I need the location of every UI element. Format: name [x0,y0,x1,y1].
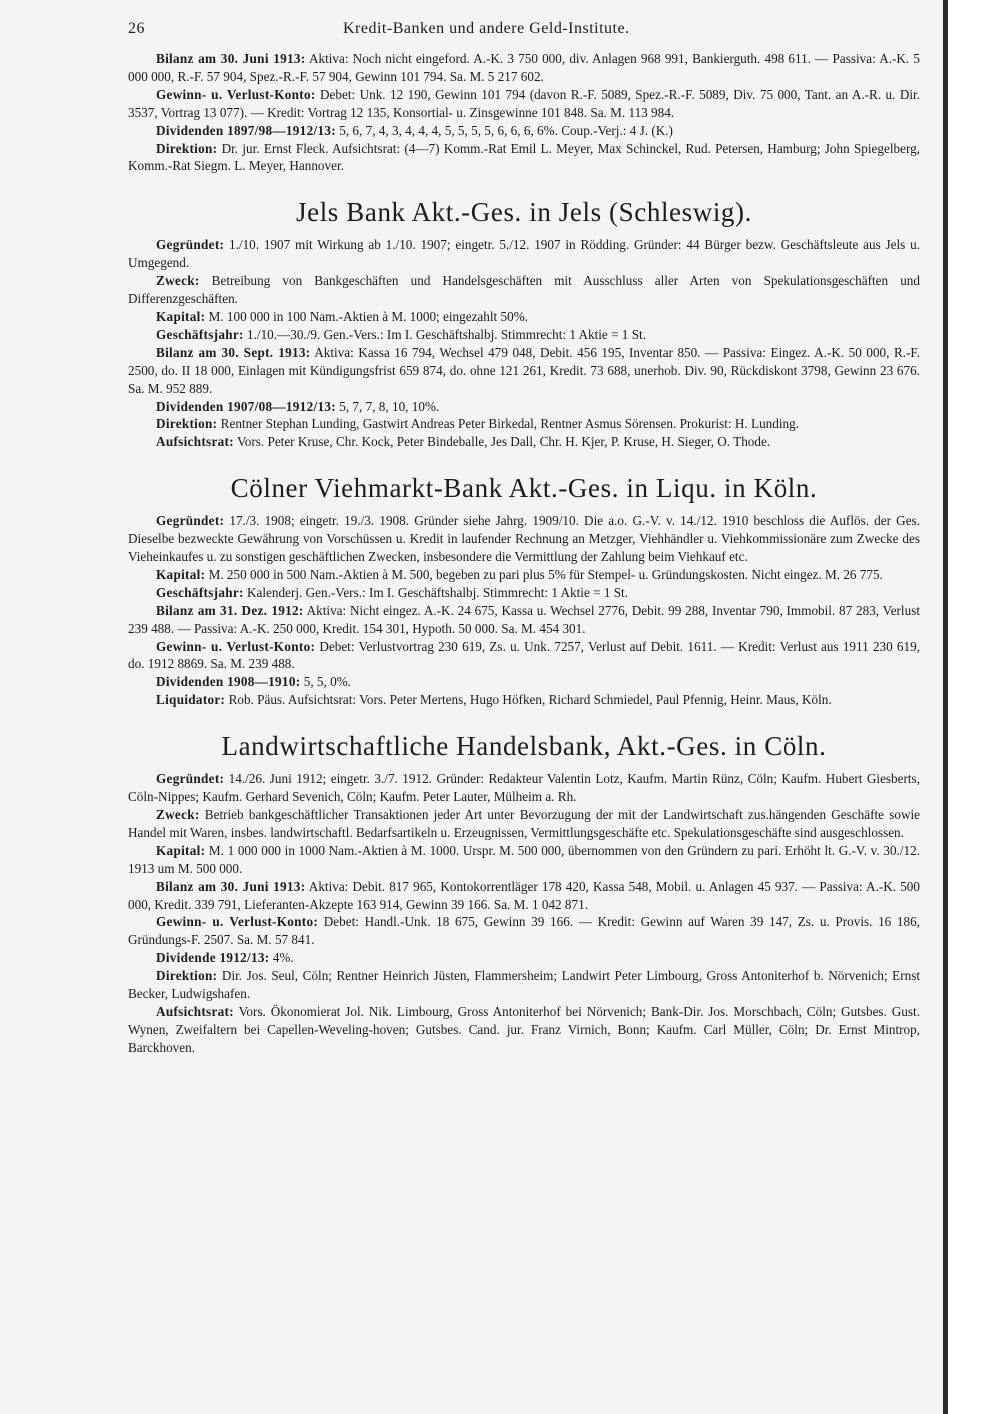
entry-text: Kalenderj. Gen.-Vers.: Im I. Geschäftshalbj. Stimmrecht: 1 Aktie = 1 St. [243,584,629,600]
entry-paragraph [128,326,920,344]
page-edge-shadow [943,0,1000,1414]
entry-paragraph [128,878,920,914]
entry-label: Kapital: [156,566,206,582]
entry-text: Vors. Peter Kruse, Chr. Kock, Peter Bindeballe, Jes Dall, Chr. H. Kjer, P. Kruse, H. Sieger, O. Thode. [233,434,771,450]
section-title: Jels Bank Akt.-Ges. in Jels (Schleswig). [296,197,752,228]
entry-label: Gegründet: [156,513,225,529]
entry-label: Aufsichtsrat: [156,1003,234,1019]
entry-paragraph [128,638,920,674]
entry-text: Aktiva: Kassa 16 794, Wechsel 479 048, Debit. 456 195, Inventar 850. — Passiva: Eingez. A.-K. 50 000, R.-F. 2500, do. II 18 000, Einlagen mit Kündigungsfrist 659 874, do. ohne 121 261, Kredit. 73 688, unerhob. Div. 90, Rückdiskont 3798, Gewinn 23 676. Sa. M. 952 889. [128,344,921,396]
entry-paragraph [128,415,920,433]
section-title: Landwirtschaftliche Handelsbank, Akt.-Ges. in Cöln. [221,731,827,762]
entry-text: Aktiva: Noch nicht eingeford. A.-K. 3 750 000, div. Anlagen 968 991, Bankierguth. 498 611. — Passiva: A.-K. 5 000 000, R.-F. 57 904, Spez.-R.-F. 57 904, Gewinn 101 794. Sa. M. 5 217 602. [128,51,920,84]
entry-label: Bilanz am 30. Juni 1913: [156,51,306,66]
page-number: 26 [128,20,145,37]
section-title: Cölner Viehmarkt-Bank Akt.-Ges. in Liqu. in Köln. [230,473,818,504]
entry-text: 5, 7, 7, 8, 10, 10%. [335,398,440,414]
entry-text: Dr. jur. Ernst Fleck. Aufsichtsrat: (4—7) Komm.-Rat Emil L. Meyer, Max Schinckel, Rud. Petersen, Hamburg; John Spiegelberg, Komm.-Rat Siegm. L. Meyer, Hannover. [128,140,920,174]
entry-text: 5, 6, 7, 4, 3, 4, 4, 4, 5, 5, 5, 5, 6, 6, 6, 6%. Coup.-Verj.: 4 J. (K.) [335,122,673,138]
entry-paragraph [128,691,920,709]
entry-paragraph [128,433,920,451]
entry-label: Liquidator: [156,692,226,708]
entry-paragraph [128,140,920,176]
entry-label: Dividende 1912/13: [156,950,270,966]
entry-paragraph [128,344,920,398]
section-0 [128,50,920,175]
entry-paragraph [128,770,920,806]
entry-text: M. 250 000 in 500 Nam.-Aktien à M. 500, begeben zu pari plus 5% für Stempel- u. Gründungskosten. Nicht eingez. M. 26 775. [205,566,883,582]
entry-text: Rob. Päus. Aufsichtsrat: Vors. Peter Mertens, Hugo Höfken, Richard Schmiedel, Paul Pfennig, Heinr. Maus, Köln. [225,692,832,708]
entry-text: Debet: Unk. 12 190, Gewinn 101 794 (davon R.-F. 5089, Spez.-R.-F. 5089, Div. 75 000, Tant. an A.-R. u. Dir. 3537, Vortrag 13 077). — Kredit: Vortrag 12 135, Konsortial- u. Zinsgewinne 101 848. Sa. M. 113 984. [128,86,920,120]
entry-label: Geschäftsjahr: [156,326,244,342]
entry-label: Gegründet: [156,237,225,253]
entry-text: 1./10. 1907 mit Wirkung ab 1./10. 1907; eingetr. 5./12. 1907 in Rödding. Gründer: 44 Bürger bezw. Geschäftsleute aus Jels u. Umgegend. [128,237,920,271]
entry-text: Debet: Verlustvortrag 230 619, Zs. u. Unk. 7257, Verlust auf Debit. 1611. — Kredit: Verlust aus 1911 230 619, do. 1912 8869. Sa. M. 239 488. [128,638,920,672]
page-header [128,10,920,42]
entry-label: Direktion: [156,968,218,984]
entry-label: Gewinn- u. Verlust-Konto: [156,914,319,930]
entry-paragraph [128,967,920,1003]
entry-text: Debet: Handl.-Unk. 18 675, Gewinn 39 166. — Kredit: Gewinn auf Waren 39 147, Zs. u. Provis. 16 186, Gründungs-F. 2507. Sa. M. 57 841. [128,914,921,948]
entry-paragraph [128,122,920,140]
entry-paragraph [128,512,920,566]
entry-paragraph [128,913,920,949]
entry-label: Direktion: [156,416,218,432]
entry-text: 4%. [269,950,294,966]
entry-text: Rentner Stephan Lunding, Gastwirt Andreas Peter Birkedal, Rentner Asmus Sörensen. Prokurist: H. Lunding. [217,416,800,432]
entry-paragraph [128,86,920,122]
entry-label: Gewinn- u. Verlust-Konto: [156,638,316,654]
entry-text: 14./26. Juni 1912; eingetr. 3./7. 1912. Gründer: Redakteur Valentin Lotz, Kaufm. Martin Rünz, Cöln; Kaufm. Hubert Giesberts, Cöln-Nippes; Kaufm. Gerhard Sevenich, Cöln; Kaufm. Peter Lauter, Mülheim a. Rh. [128,771,920,805]
entry-text: Vors. Ökonomierat Jol. Nik. Limbourg, Gross Antoniterhof bei Nörvenich; Bank-Dir. Jos. Morschbach, Cöln; Gutsbes. Gust. Wynen, Zweifaltern bei Capellen-Weveling-hoven; Gutsbes. Cand. jur. Franz Virnich, Bonn; Kaufm. Carl Müller, Cöln; Dr. Ernst Mintrop, Barckhoven. [128,1003,920,1055]
entry-paragraph [128,949,920,967]
entry-label: Kapital: [156,842,206,858]
entry-label: Gegründet: [156,771,225,787]
page-content [128,10,920,1057]
entry-text: 5, 5, 0%. [300,674,351,690]
entry-label: Bilanz am 30. Sept. 1913: [156,344,311,360]
entry-text: Betreibung von Bankgeschäften und Handelsgeschäften mit Ausschluss aller Arten von Spekulationsgeschäften und Differenzgeschäften. [128,273,920,307]
entry-label: Gewinn- u. Verlust-Konto: [156,86,316,102]
entry-text: 1./10.—30./9. Gen.-Vers.: Im I. Geschäftshalbj. Stimmrecht: 1 Aktie = 1 St. [243,326,646,342]
entry-label: Aufsichtsrat: [156,434,234,450]
entry-label: Dividenden 1907/08—1912/13: [156,398,336,414]
entry-label: Bilanz am 30. Juni 1913: [156,878,306,894]
entry-text: M. 1 000 000 in 1000 Nam.-Aktien à M. 1000. Urspr. M. 500 000, übernommen von den Gründern zu pari. Erhöht lt. G.-V. v. 30./12. 1913 um M. 500 000. [128,842,920,876]
entry-label: Geschäftsjahr: [156,584,244,600]
running-title: Kredit-Banken und andere Geld-Institute. [343,20,630,37]
entry-label: Direktion: [156,140,218,156]
entry-paragraph [128,806,920,842]
entry-paragraph [128,566,920,584]
entry-paragraph [128,1003,920,1057]
entry-text: Dir. Jos. Seul, Cöln; Rentner Heinrich Jüsten, Flammersheim; Landwirt Peter Limbourg, Gross Antoniterhof b. Nörvenich; Ernst Becker, Ludwigshafen. [128,968,920,1002]
section-1 [128,197,920,451]
entry-label: Zweck: [156,807,200,822]
entry-paragraph [128,236,920,272]
entry-paragraph [128,673,920,691]
entry-paragraph [128,398,920,416]
entry-paragraph [128,308,920,326]
entry-paragraph [128,842,920,878]
entry-label: Dividenden 1897/98—1912/13: [156,122,336,138]
entry-text: Aktiva: Debit. 817 965, Kontokorrentläger 178 420, Kassa 548, Mobil. u. Anlagen 45 937. — Passiva: A.-K. 500 000, Kredit. 339 791, Lieferanten-Akzepte 163 914, Gewinn 39 166. Sa. M. 1 042 871. [128,878,920,912]
entry-paragraph [128,50,920,86]
entry-text: 17./3. 1908; eingetr. 19./3. 1908. Gründer siehe Jahrg. 1909/10. Die a.o. G.-V. v. 14./12. 1910 beschloss die Auflös. der Ges. Dieselbe bezweckte Gewährung von Vorschüssen u. Kredit in laufender Rechnung an Metzger, Viehhändler u. Viehkommissionäre zum Zwecke des Vieheinkaufes u. zu sonstigen geschäftlichen Zwecken, insbesondere die Vermittlung der Zahlung beim Viehkauf etc. [128,513,920,565]
entry-text: Betrieb bankgeschäftlicher Transaktionen jeder Art unter Bevorzugung der mit der Landwirtschaft zus.hängenden Geschäfte sowie Handel mit Waren, insbes. landwirtschaftl. Bedarfsartikeln u. Erzeugnissen, Vermittlungsgeschäfte etc. Spekulationsgeschäfte sind ausgeschlossen. [128,807,920,840]
entry-label: Bilanz am 31. Dez. 1912: [156,602,304,618]
entry-label: Zweck: [156,273,200,289]
section-2 [128,473,920,709]
entry-paragraph [128,584,920,602]
sections-container [128,50,920,1057]
entry-label: Kapital: [156,308,206,324]
entry-text: M. 100 000 in 100 Nam.-Aktien à M. 1000; eingezahlt 50%. [205,308,528,324]
entry-text: Aktiva: Nicht eingez. A.-K. 24 675, Kassa u. Wechsel 2776, Debit. 99 288, Inventar 790, Immobil. 87 283, Verlust 239 488. — Passiva: A.-K. 250 000, Kredit. 154 301, Hypoth. 50 000. Sa. M. 454 301. [128,602,920,636]
entry-paragraph [128,602,920,638]
entry-label: Dividenden 1908—1910: [156,674,301,690]
entry-paragraph [128,272,920,308]
section-3 [128,731,920,1057]
